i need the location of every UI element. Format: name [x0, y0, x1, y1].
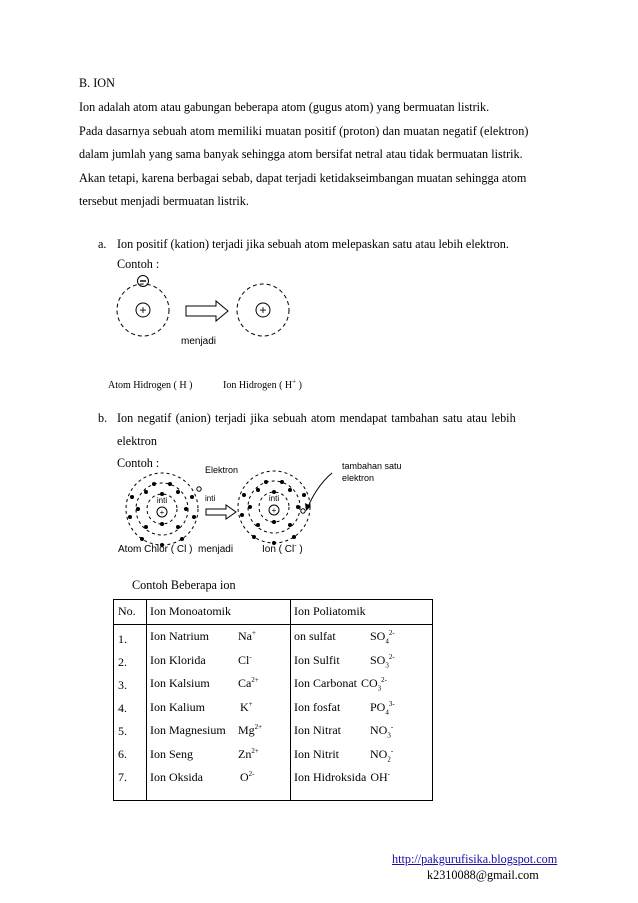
mono-ion-name: Ion Kalsium: [150, 676, 210, 690]
item-a-text: Ion positif (kation) terjadi jika sebuah atom melepaskan satu atau lebih elektron.: [117, 237, 509, 251]
col-poly: [291, 625, 433, 801]
poly-ion-name: Ion fosfat: [294, 699, 341, 714]
poly-ion-symbol: CO: [360, 676, 378, 690]
poly-ion-charge: 2-: [388, 652, 395, 661]
poly-ion-charge: 3-: [388, 699, 395, 708]
chlorine-anion-diagram: [120, 465, 360, 549]
table-body-row: [114, 625, 433, 801]
poly-ion-entry: [294, 625, 432, 649]
poly-ion-entry: [294, 649, 432, 673]
intro-line-2: [79, 125, 561, 138]
item-a-contoh: Contoh :: [117, 257, 160, 271]
mono-ion-entry: [150, 696, 290, 720]
poly-ion-name: on sulfat: [294, 629, 336, 643]
ion-table: [113, 599, 433, 801]
mono-ion-name: Ion Klorida: [150, 652, 206, 667]
proton-plus-icon: +: [139, 303, 147, 317]
item-a-right-caption-text: Ion Hidrogen ( H: [223, 380, 293, 391]
mono-ion-name: Ion Kalium: [150, 699, 205, 714]
poly-ion-subscript: 3: [385, 660, 389, 669]
col-mono: [147, 625, 291, 801]
mono-ion-charge: 2-: [248, 770, 255, 778]
poly-ion-symbol: SO: [370, 629, 386, 643]
poly-ion-entry: [294, 766, 432, 790]
item-b-marker: b.: [98, 411, 108, 425]
item-b-label-inti-left: inti: [205, 494, 216, 503]
chlorine-atom: [126, 473, 201, 547]
row-number: 6.: [118, 747, 127, 761]
mono-ion-charge: 2+: [251, 676, 259, 684]
mono-ion-entry: [150, 719, 290, 743]
poly-ion-formula: [370, 625, 395, 649]
intro-line-4: Akan tetapi, karena berbagai sebab, dapat terjadi ketidakseimbangan muatan sehingga atom: [79, 171, 527, 185]
mono-ion-formula: [240, 766, 255, 790]
mono-ion-symbol: Zn: [238, 746, 252, 761]
poly-ion-name: Ion Nitrat: [294, 723, 341, 737]
item-b-contoh: Contoh :: [117, 456, 160, 470]
poly-ion-symbol: PO: [370, 699, 386, 714]
mono-ion-name: Ion Oksida: [150, 770, 203, 784]
header-mono: Ion Monoatomik: [147, 600, 291, 625]
mono-ion-formula: [238, 625, 256, 649]
intro-line-2-text: Pada dasarnya sebuah atom memiliki muatan positif (proton) dan muatan negatif (elektron): [79, 124, 529, 138]
mono-ion-name: Ion Seng: [150, 746, 193, 761]
mono-ion-symbol: O: [240, 770, 249, 784]
poly-ion-symbol: SO: [370, 652, 386, 667]
mono-ion-charge: +: [252, 629, 256, 637]
item-b-right-caption-text: Ion ( Cl: [262, 544, 295, 555]
mono-ion-charge: 2+: [251, 746, 259, 755]
poly-ion-entry: [294, 696, 432, 720]
anion-arrow-icon: [206, 505, 236, 519]
row-number: 4.: [118, 701, 127, 715]
item-b-right-caption-end: ): [299, 544, 303, 555]
item-b-text-1: Ion negatif (anion) terjadi jika sebuah atom mendapat tambahan satu atau lebih: [117, 411, 516, 425]
poly-ion-formula: [370, 696, 395, 720]
poly-ion-formula: [370, 649, 395, 673]
mono-ion-charge: 2+: [254, 723, 263, 731]
mono-ion-formula: [240, 696, 253, 720]
footer-url-link[interactable]: [392, 853, 557, 866]
mono-ion-entry: [150, 672, 290, 696]
poly-ion-charge: -: [387, 770, 391, 778]
chlorine-nucleus-label: inti: [156, 496, 168, 505]
footer-email: k2310088@gmail.com: [427, 868, 539, 882]
row-number: 3.: [118, 678, 127, 692]
poly-ion-formula: [370, 743, 393, 767]
poly-ion-subscript: 4: [385, 637, 389, 646]
row-number: 1.: [118, 632, 127, 646]
header-no: No.: [114, 600, 147, 625]
label-tambahan-2: elektron: [342, 473, 375, 483]
poly-ion-symbol: OH: [370, 770, 388, 784]
poly-ion-charge: -: [390, 746, 394, 755]
mono-ion-symbol: Na: [238, 629, 252, 643]
col-numbers: [114, 625, 147, 801]
item-a-right-caption: [223, 377, 302, 391]
mono-ion-entry: [150, 766, 290, 790]
mono-ion-symbol: Mg: [238, 723, 255, 737]
mono-ion-entry: [150, 743, 290, 767]
mono-ion-formula: [238, 649, 252, 673]
mono-ion-name: Ion Magnesium: [150, 723, 226, 737]
item-b-right-caption-sup: -: [294, 542, 297, 550]
poly-ion-name: Ion Nitrit: [294, 746, 339, 761]
mono-ion-charge: +: [248, 699, 253, 708]
item-b-arrow-label: menjadi: [198, 544, 234, 555]
poly-ion-formula: [360, 676, 387, 693]
poly-ion-entry: [294, 719, 432, 743]
row-number: 5.: [118, 724, 127, 738]
intro-line-1: Ion adalah atom atau gabungan beberapa atom (gugus atom) yang bermuatan listrik.: [79, 100, 490, 114]
item-a-arrow-label: menjadi: [181, 336, 217, 347]
mono-ion-symbol: Ca: [238, 676, 252, 690]
poly-ion-subscript: 3: [387, 731, 391, 740]
table-header-row: [114, 600, 433, 625]
label-elektron: Elektron: [205, 465, 239, 475]
poly-ion-charge: 2-: [381, 676, 387, 684]
svg-text:+: +: [271, 506, 277, 515]
item-a-left-caption: Atom Hidrogen ( H ): [108, 380, 193, 391]
poly-ion-name: Ion Hidroksida: [294, 770, 367, 784]
pointer-arrow-icon: [308, 473, 332, 507]
poly-ion-entry: [294, 672, 432, 696]
svg-text:+: +: [159, 508, 165, 517]
table-title: Contoh Beberapa ion: [132, 578, 236, 592]
poly-ion-charge: 2-: [388, 629, 395, 637]
reaction-arrow-icon: [186, 301, 228, 321]
chloride-ion: [238, 471, 310, 545]
mono-ion-entry: [150, 649, 290, 673]
poly-ion-subscript: 2: [387, 754, 391, 763]
chloride-nucleus-label: inti: [268, 494, 280, 503]
poly-ion-symbol: NO: [370, 723, 388, 737]
poly-ion-charge: -: [390, 723, 394, 731]
poly-ion-subscript: 4: [385, 707, 389, 716]
poly-ion-symbol: NO: [370, 746, 388, 761]
item-a-right-caption-end: ): [296, 380, 302, 391]
poly-ion-entry: [294, 743, 432, 767]
item-a-right-caption-sup: +: [292, 377, 297, 386]
poly-ion-formula: [370, 719, 393, 743]
intro-line-5: tersebut menjadi bermuatan listrik.: [79, 194, 249, 208]
item-b-left-caption: [118, 544, 233, 555]
mono-ion-formula: [238, 672, 259, 696]
mono-ion-charge: -: [249, 652, 252, 661]
label-tambahan-1: tambahan satu: [342, 461, 402, 471]
section-title: B. ION: [79, 76, 115, 90]
poly-ion-formula: [370, 770, 390, 784]
poly-ion-name: Ion Sulfit: [294, 652, 340, 667]
mono-ion-symbol: Cl: [238, 652, 250, 667]
row-number: 7.: [118, 770, 127, 784]
item-b-right-caption: [262, 544, 303, 555]
mono-ion-formula: [238, 719, 262, 743]
mono-ion-formula: [238, 743, 259, 767]
mono-ion-entry: [150, 625, 290, 649]
row-number: 2.: [118, 655, 127, 669]
mono-ion-symbol: K: [240, 699, 249, 714]
mono-ion-name: Ion Natrium: [150, 629, 209, 643]
item-b-text-2: elektron: [117, 434, 157, 448]
item-a-marker: a.: [98, 237, 107, 251]
item-b-left-caption-text: Atom Chlor ( Cl ): [118, 544, 193, 555]
poly-ion-name: Ion Carbonat: [294, 676, 357, 690]
intro-line-3: dalam jumlah yang sama banyak sehingga atom bersifat netral atau tidak bermuatan listrik.: [79, 147, 523, 161]
header-poly: Ion Poliatomik: [291, 600, 433, 625]
ion-proton-plus-icon: +: [259, 303, 267, 317]
poly-ion-subscript: 3: [377, 684, 382, 693]
footer-url[interactable]: http://pakgurufisika.blogspot.com: [392, 852, 558, 866]
